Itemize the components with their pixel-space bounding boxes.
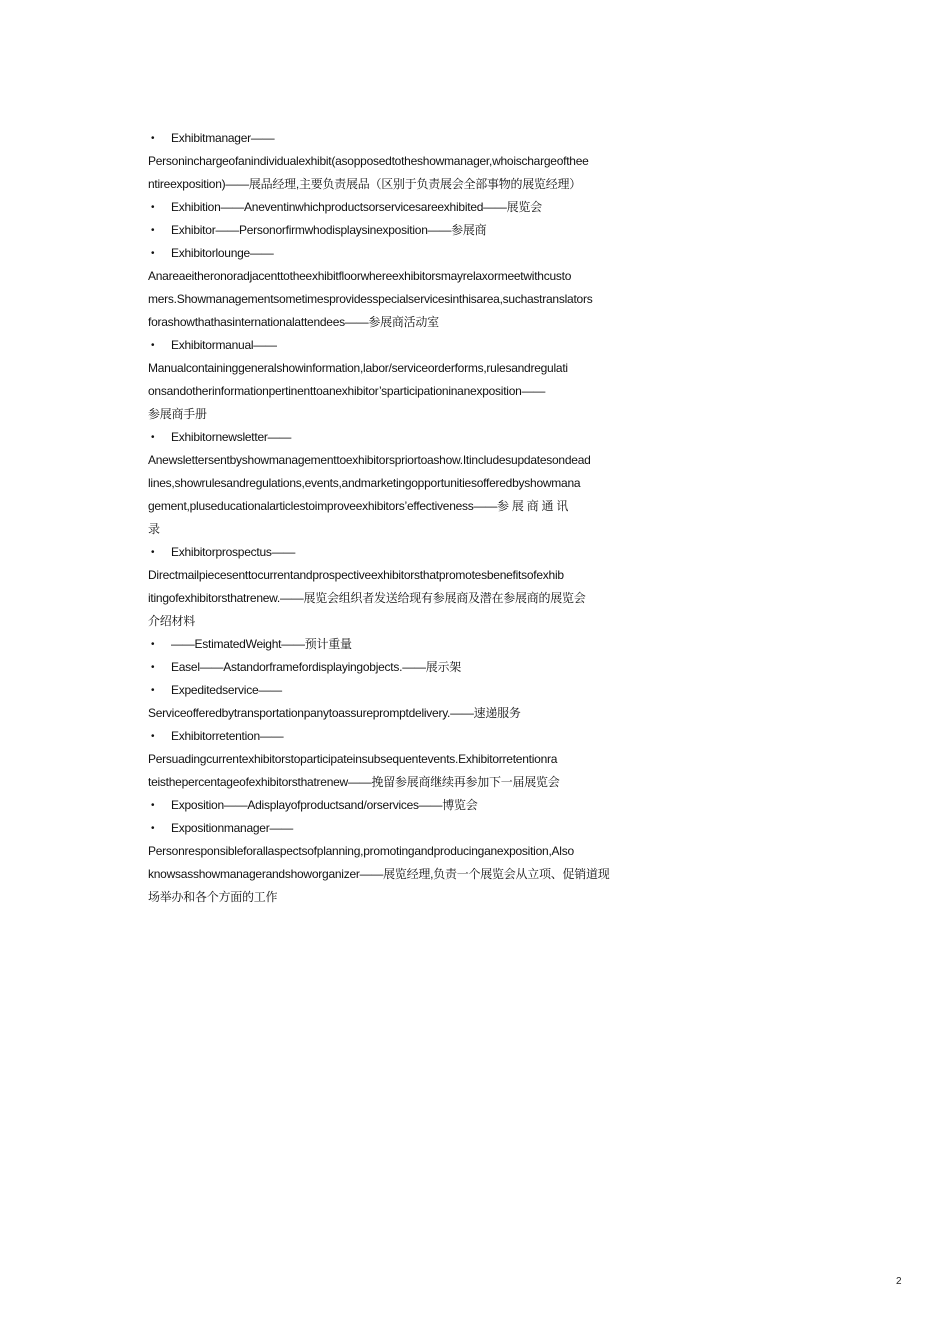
line-text: Exhibitmanager——: [171, 131, 275, 145]
glossary-term-line: [148, 426, 658, 449]
glossary-text-line: [148, 518, 658, 541]
glossary-text-line: [148, 587, 658, 610]
glossary-text-line: [148, 380, 658, 403]
line-text: Personresponsibleforallaspectsofplanning,promotingandproducinganexposition,Also: [148, 844, 574, 858]
line-text: 介绍材料: [148, 614, 196, 628]
glossary-text-line: [148, 748, 658, 771]
line-text: Manualcontaininggeneralshowinformation,labor/serviceorderforms,rulesandregulati: [148, 361, 568, 375]
glossary-text-line: [148, 311, 658, 334]
line-text: teisthepercentageofexhibitorsthatrenew——挽留参展商继续再参加下一届展览会: [148, 775, 560, 789]
glossary-text-line: [148, 403, 658, 426]
line-text: 参展商手册: [148, 407, 207, 421]
line-text: Exhibitorlounge——: [171, 246, 274, 260]
glossary-term-line: [148, 725, 658, 748]
bullet-icon: •: [151, 823, 155, 834]
glossary-term-line: [148, 242, 658, 265]
glossary-term-line: [148, 541, 658, 564]
line-text: Expositionmanager——: [171, 821, 293, 835]
line-text: ntireexposition)——展品经理,主要负责展品（区别于负责展会全部事物的展览经理）: [148, 177, 581, 191]
glossary-term-line: [148, 127, 658, 150]
glossary-text-line: [148, 150, 658, 173]
glossary-text-line: [148, 449, 658, 472]
line-text: itingofexhibitorsthatrenew.——展览会组织者发送给现有参展商及潜在参展商的展览会: [148, 591, 586, 605]
bullet-icon: •: [151, 432, 155, 443]
bullet-icon: •: [151, 662, 155, 673]
glossary-term-line: [148, 679, 658, 702]
line-text: forashowthathasinternationalattendees——参展商活动室: [148, 315, 439, 329]
line-text: onsandotherinformationpertinenttoanexhibitor’sparticipationinanexposition——: [148, 384, 546, 398]
bullet-icon: •: [151, 225, 155, 236]
glossary-term-line: [148, 817, 658, 840]
glossary-text-line: [148, 288, 658, 311]
line-text: Personinchargeofanindividualexhibit(asopposedtotheshowmanager,whoischargeofthee: [148, 154, 589, 168]
glossary-text-line: [148, 863, 658, 886]
glossary-content: [148, 127, 658, 909]
line-text: Exhibition——Aneventinwhichproductsorservicesareexhibited——展览会: [171, 200, 542, 214]
line-text: Easel——Astandorframefordisplayingobjects.——展示架: [171, 660, 461, 674]
glossary-text-line: [148, 265, 658, 288]
line-text: lines,showrulesandregulations,events,andmarketingopportunitiesofferedbyshowmana: [148, 476, 581, 490]
glossary-text-line: [148, 886, 658, 909]
line-text: Persuadingcurrentexhibitorstoparticipateinsubsequentevents.Exhibitorretentionra: [148, 752, 558, 766]
glossary-text-line: [148, 771, 658, 794]
line-text: knowsasshowmanagerandshoworganizer——展览经理,负责一个展览会从立项、促销道现: [148, 867, 610, 881]
glossary-term-line: [148, 334, 658, 357]
bullet-icon: •: [151, 639, 155, 650]
line-text: mers.Showmanagementsometimesprovidesspecialservicesinthisarea,suchastranslators: [148, 292, 593, 306]
line-text: Exhibitornewsletter——: [171, 430, 292, 444]
glossary-text-line: [148, 564, 658, 587]
bullet-icon: •: [151, 340, 155, 351]
bullet-icon: •: [151, 800, 155, 811]
glossary-term-line: [148, 196, 658, 219]
glossary-term-line: [148, 794, 658, 817]
bullet-icon: •: [151, 133, 155, 144]
glossary-text-line: [148, 840, 658, 863]
glossary-term-line: [148, 633, 658, 656]
line-text: Exhibitorprospectus——: [171, 545, 296, 559]
line-text: 录: [148, 522, 160, 536]
line-text: Exhibitormanual——: [171, 338, 277, 352]
line-text: Serviceofferedbytransportationpanytoassurepromptdelivery.——速递服务: [148, 706, 521, 720]
bullet-icon: •: [151, 685, 155, 696]
line-text: Exhibitorretention——: [171, 729, 284, 743]
bullet-icon: •: [151, 248, 155, 259]
bullet-icon: •: [151, 731, 155, 742]
line-text: Anewslettersentbyshowmanagementtoexhibitorspriortoashow.Itincludesupdatesondead: [148, 453, 591, 467]
line-text: Directmailpiecesenttocurrentandprospectiveexhibitorsthatpromotesbenefitsofexhib: [148, 568, 564, 582]
line-text: 场举办和各个方面的工作: [148, 890, 278, 904]
page-number: 2: [896, 1276, 902, 1287]
glossary-text-line: [148, 173, 658, 196]
line-text: ——EstimatedWeight——预计重量: [171, 637, 352, 651]
line-text: Anareaeitheronoradjacenttotheexhibitfloorwhereexhibitorsmayrelaxormeetwithcusto: [148, 269, 572, 283]
glossary-term-line: [148, 656, 658, 679]
glossary-term-line: [148, 219, 658, 242]
glossary-text-line: [148, 472, 658, 495]
bullet-icon: •: [151, 202, 155, 213]
bullet-icon: •: [151, 547, 155, 558]
glossary-text-line: [148, 357, 658, 380]
line-text: Exhibitor——Personorfirmwhodisplaysinexposition——参展商: [171, 223, 487, 237]
line-text: gement,pluseducationalarticlestoimproveexhibitors’effectiveness——参 展 商 通 讯: [148, 499, 569, 513]
glossary-text-line: [148, 702, 658, 725]
line-text: Expeditedservice——: [171, 683, 282, 697]
glossary-text-line: [148, 495, 658, 518]
glossary-text-line: [148, 610, 658, 633]
line-text: Exposition——Adisplayofproductsand/orservices——博览会: [171, 798, 478, 812]
